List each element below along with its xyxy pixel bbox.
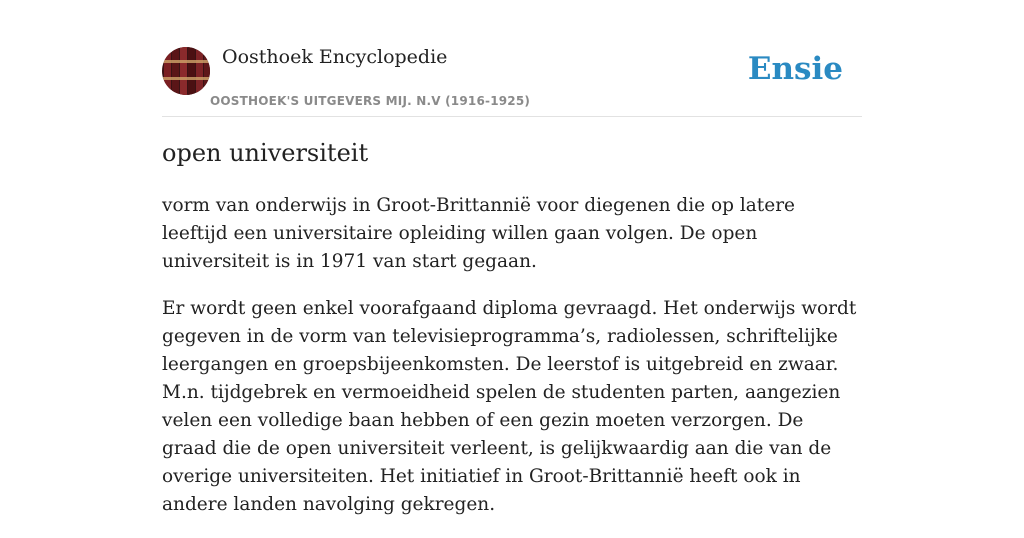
ensie-logo[interactable]: Ensie: [747, 51, 843, 87]
article-paragraph: vorm van onderwijs in Groot-Brittannië voor diegenen die op latere leeftijd een universitaire opleiding willen gaan volgen. De open universiteit is in 1971 van start gegaan.: [162, 195, 795, 272]
source-title[interactable]: Oosthoek Encyclopedie: [222, 46, 448, 68]
article-title: open universiteit: [162, 139, 369, 167]
page-header: [162, 40, 862, 117]
article-paragraph: Er wordt geen enkel voorafgaand diploma gevraagd. Het onderwijs wordt gegeven in de vorm van televisieprogramma’s, radiolessen, schriftelijke leergangen en groepsbijeenkomsten. De leerstof is uitgebreid en zwaar. M.n. tijdgebrek en vermoeidheid spelen de studenten parten, aangezien velen een volledige baan hebben of een gezin moeten verzorgen. De graad die de open universiteit verleent, is gelijkwaardig aan die van de overige universiteiten. Het initiatief in Groot-Brittannië heeft ook in andere landen navolging gekregen.: [162, 298, 857, 515]
publisher-label: OOSTHOEK'S UITGEVERS MIJ. N.V (1916-1925): [210, 94, 531, 108]
article-body: [162, 192, 862, 538]
encyclopedia-books-icon[interactable]: [162, 47, 210, 95]
